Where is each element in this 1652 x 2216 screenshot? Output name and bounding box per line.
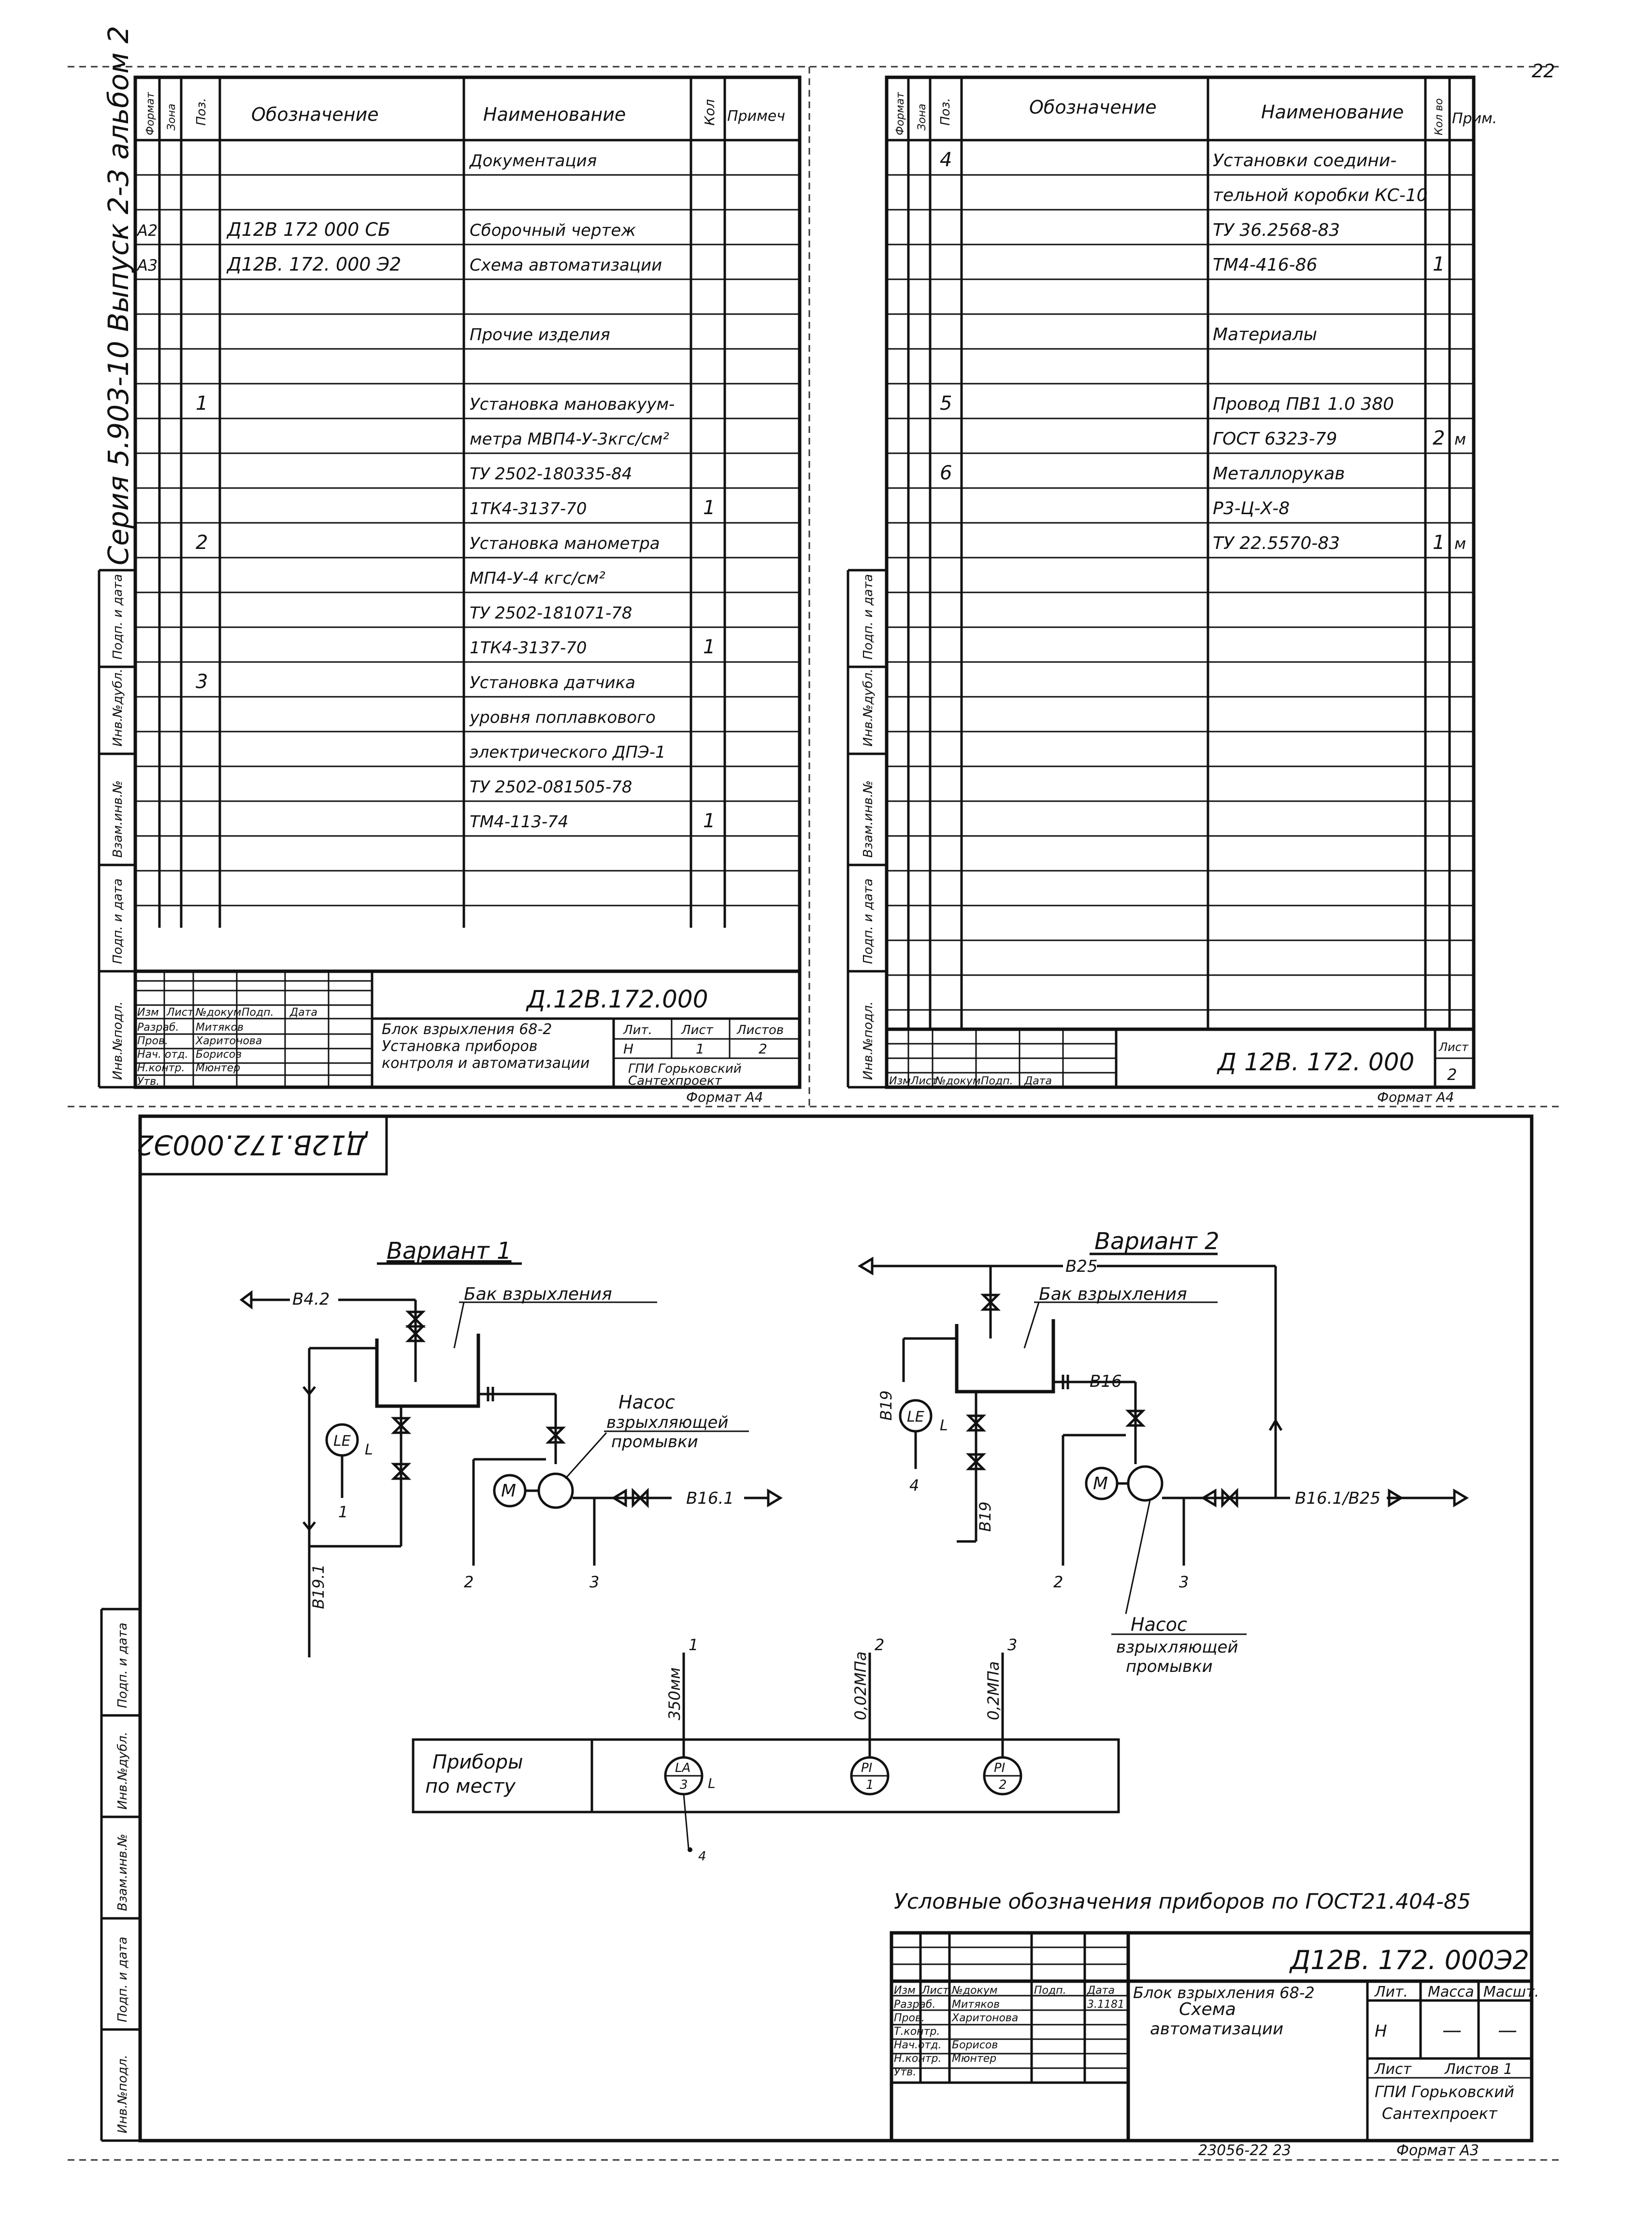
stamp-person-name: Харитонова	[952, 2012, 1019, 2024]
cell-designation: Д12В. 172. 000 Э2	[227, 254, 402, 275]
cell-pos: 5	[940, 392, 952, 415]
sidebar-label: Подп. и дата	[115, 1936, 130, 2022]
lit-label: Лит.	[623, 1023, 652, 1037]
sidebar-label: Взам.инв.№	[115, 1834, 130, 1911]
table-row	[1213, 253, 1445, 275]
instrument-position: 2	[875, 1636, 885, 1654]
cell-name: 1ТК4-3137-70	[470, 499, 587, 518]
cell-name: Провод ПВ1 1.0 380	[1213, 394, 1394, 414]
wire-dot	[688, 1847, 692, 1852]
table-row	[469, 151, 597, 171]
stamp-person-name: Митяков	[952, 1999, 1000, 2011]
org-line-2: Сантехпроект	[1382, 2104, 1497, 2123]
instrument-value: 350мм	[665, 1667, 684, 1720]
header-zone: Зона	[166, 103, 178, 130]
table-row	[196, 671, 635, 693]
cell-pos: 3	[196, 671, 208, 693]
cell-format: A3	[137, 256, 158, 274]
cell-note: м	[1454, 430, 1466, 448]
cell-name: тельной коробки КС-10	[1213, 186, 1428, 205]
stamp-person-role: Нач.отд.	[894, 2039, 942, 2051]
variant-1-diagram	[242, 1238, 780, 1657]
tank-body	[377, 1334, 478, 1406]
cell-name: Р3-Ц-Х-8	[1213, 499, 1290, 518]
variant-2-diagram	[860, 1228, 1466, 1676]
instrument-2	[851, 1636, 888, 1794]
sheet1-code: Д.12В.172.000	[527, 985, 708, 1013]
scale-label: Масшт.	[1483, 1984, 1539, 2000]
stamp-role-label: Дата	[290, 1007, 317, 1019]
instrument-tag: PI	[861, 1761, 873, 1775]
sidebar-label: Подп. и дата	[111, 574, 125, 660]
mass-value: —	[1442, 2019, 1462, 2042]
sheet2-stamp-roles	[887, 1029, 1116, 1087]
stamp-person-name: Борисов	[196, 1049, 242, 1061]
instrument-number: 3	[680, 1778, 688, 1792]
leader-line	[1024, 1302, 1039, 1348]
stamp-person-name: Борисов	[952, 2039, 998, 2051]
cell-name: ТМ4-416-86	[1213, 255, 1318, 275]
sheet2-sidebar-labels	[848, 570, 887, 1087]
automation-scheme-sheet	[101, 1116, 1539, 2159]
stamp-person-role: Утв.	[894, 2066, 917, 2078]
instrument-1	[665, 1636, 716, 1794]
instrument-tag: LA	[675, 1761, 691, 1775]
org-line-2: Сантехпроект	[628, 1074, 722, 1088]
sheets-value: 2	[759, 1041, 767, 1057]
cell-note: м	[1454, 534, 1466, 553]
main-title-3: автоматизации	[1150, 2019, 1284, 2039]
line-b19-1: В19.1	[309, 1564, 328, 1609]
stamp-person-role: Пров.	[894, 2012, 925, 2024]
main-title-1: Блок взрыхления 68-2	[1133, 1984, 1315, 2002]
cell-name: ТМ4-113-74	[470, 812, 569, 832]
sheet-label: Лист	[681, 1023, 713, 1037]
sidebar-label: Инв.№дубл.	[115, 1731, 130, 1810]
main-code: Д12В. 172. 000Э2	[1290, 1945, 1529, 1975]
header-pos: Поз.	[194, 98, 209, 126]
header-qty: Кол	[702, 99, 718, 126]
pump-label-1: Насос	[1131, 1614, 1187, 1635]
instrument-position: 3	[1007, 1636, 1018, 1654]
table-row	[470, 636, 715, 658]
sidebar-label: Подп. и дата	[861, 574, 876, 660]
table-row	[470, 430, 669, 449]
table-row	[940, 392, 1394, 415]
series-side-text: Серия 5.903-10 Выпуск 2-3 альбом 2	[102, 26, 135, 565]
sheet2-columns	[908, 77, 1450, 1029]
stamp-person-name: Митяков	[196, 1022, 244, 1034]
pump-label-3: промывки	[1126, 1657, 1213, 1676]
table-row	[136, 219, 636, 240]
line-b16-1-b25: В16.1/В25	[1295, 1489, 1381, 1508]
sheet2-sheet-label: Лист	[1439, 1040, 1468, 1054]
pump-label-2: взрыхляющей	[1116, 1638, 1238, 1657]
sheets-label: Листов 1	[1445, 2061, 1513, 2078]
stamp-person-role: Нач. отд.	[137, 1049, 188, 1061]
instrument-number: 2	[999, 1778, 1007, 1792]
header-pos: Поз.	[938, 98, 953, 126]
cell-pos: 2	[196, 532, 208, 554]
stamp-role-label: Лист	[167, 1007, 194, 1019]
line-b19-side: В19	[877, 1390, 895, 1421]
sidebar-label: Подп. и дата	[111, 878, 125, 964]
cell-name: Установки соедини-	[1213, 151, 1397, 171]
mass-label: Масса	[1428, 1984, 1474, 2000]
header-note: Примеч	[727, 108, 785, 125]
cell-name: Сборочный чертеж	[470, 221, 636, 240]
cell-format: A2	[137, 221, 158, 240]
stamp-date: 3.1181	[1087, 1999, 1124, 2011]
variant-1-title: Вариант 1	[387, 1238, 512, 1265]
line-b16: В16	[1090, 1372, 1122, 1391]
stamp-person-role: Утв.	[137, 1076, 160, 1088]
sidebar-label: Инв.№подл.	[115, 2055, 130, 2133]
stamp-person-name: Харитонова	[196, 1035, 262, 1047]
sheet3-sidebar-labels	[101, 1609, 140, 2141]
level-mark: L	[940, 1417, 948, 1434]
stamp-title-3: контроля и автоматизации	[382, 1055, 590, 1072]
stamp-role-label: Подп.	[1034, 1985, 1066, 1997]
cell-qty: 1	[703, 497, 716, 519]
stamp-role-label: №докум.	[935, 1075, 984, 1087]
table-row	[470, 810, 715, 832]
cell-qty: 1	[703, 636, 716, 658]
cell-name: метра МВП4-У-3кгс/см²	[470, 430, 669, 449]
stamp-person-role: Н.контр.	[894, 2053, 942, 2065]
instrument-position: 1	[689, 1636, 699, 1654]
sheet3-frame	[140, 1116, 1532, 2141]
table-row	[469, 708, 656, 727]
pump-circle	[1128, 1467, 1162, 1500]
sidebar-label: Взам.инв.№	[111, 780, 125, 858]
stamp-role-label: Изм	[894, 1985, 916, 1997]
stamp-role-label: Изм	[889, 1075, 911, 1087]
callout-3b: 3	[1179, 1573, 1189, 1591]
table-row	[1213, 427, 1466, 449]
sheet1-sidebar-labels	[99, 570, 135, 1087]
inlet-arrow	[242, 1293, 251, 1307]
stamp-role-label: №докум.	[196, 1007, 245, 1019]
instruments-label-1: Приборы	[432, 1751, 523, 1773]
cell-name: ТУ 22.5570-83	[1213, 533, 1340, 553]
org-line-1: ГПИ Горьковский	[628, 1062, 742, 1076]
table-row	[470, 325, 610, 345]
rotated-code: Д12В.172.000Э2	[136, 1129, 367, 1160]
cell-name: электрического ДПЭ-1	[470, 743, 666, 762]
stamp-person-role: Т.контр.	[894, 2026, 940, 2038]
cell-name: МП4-У-4 кгс/см²	[470, 569, 605, 588]
stamp-person-name: Мюнтер	[196, 1062, 241, 1074]
instrument-tag: PI	[994, 1761, 1006, 1775]
cell-qty: 1	[1433, 532, 1445, 554]
pump-label-1: Насос	[618, 1392, 675, 1413]
header-designation: Обозначение	[251, 104, 379, 125]
line-b25: В25	[1065, 1257, 1098, 1276]
table-row	[470, 777, 632, 797]
cell-name: 1ТК4-3137-70	[470, 638, 587, 658]
sheet-label: Лист	[1375, 2061, 1412, 2078]
table-row	[470, 497, 715, 519]
outlet-arrow	[768, 1491, 780, 1505]
leader-line	[565, 1433, 606, 1479]
stamp-role-label: Лист	[922, 1985, 949, 1997]
cell-qty: 1	[1433, 253, 1445, 275]
page-number: 22	[1532, 60, 1555, 82]
org-line-1: ГПИ Горьковский	[1375, 2083, 1514, 2101]
title-block-grid	[891, 1933, 1128, 2083]
variant-2-title: Вариант 2	[1094, 1228, 1220, 1255]
lit-label: Лит.	[1375, 1984, 1408, 2000]
pump-circle	[539, 1474, 573, 1508]
stamp-title-1: Блок взрыхления 68-2	[382, 1021, 552, 1038]
cell-name: ТУ 2502-180335-84	[470, 464, 632, 484]
cell-name: Установка манометра	[470, 534, 660, 553]
table-row	[470, 743, 666, 762]
table-row	[1213, 532, 1466, 554]
sheet1-columns	[159, 77, 725, 928]
sheet2-code: Д 12В. 172. 000	[1218, 1048, 1415, 1076]
sheet1-stamp-people	[135, 971, 372, 1088]
pump-label-2: взрыхляющей	[606, 1413, 729, 1432]
table-row	[196, 532, 660, 554]
stamp-person-role: Разраб.	[137, 1022, 179, 1034]
sidebar-label: Подп. и дата	[861, 878, 876, 964]
cell-name: Прочие изделия	[470, 325, 610, 345]
table-row	[1213, 499, 1290, 518]
cell-name: Металлорукав	[1213, 464, 1345, 484]
table-row	[136, 254, 662, 275]
stamp-role-label: Подп.	[242, 1007, 274, 1019]
bottom-number: 23056-22 23	[1198, 2142, 1292, 2159]
cell-name: уровня поплавкового	[470, 708, 656, 727]
sidebar-label: Инв.№дубл.	[861, 668, 876, 747]
motor-label: M	[501, 1481, 517, 1501]
wire-line	[684, 1794, 689, 1848]
line-b19-drain: В19	[976, 1501, 994, 1532]
sheets-label: Листов	[737, 1023, 784, 1037]
lit-value: Н	[1375, 2022, 1387, 2041]
motor-label: M	[1093, 1474, 1108, 1494]
header-designation: Обозначение	[1029, 97, 1157, 118]
table-row	[940, 149, 1396, 171]
sheet1-stamp	[135, 971, 800, 1088]
leader-line	[454, 1302, 464, 1348]
local-instruments-table	[413, 1636, 1119, 1864]
main-format: Формат А3	[1396, 2142, 1479, 2159]
table-row	[940, 462, 1345, 484]
spec-sheet-2	[848, 77, 1497, 1105]
header-name: Наименование	[1261, 101, 1404, 123]
table-row	[1213, 325, 1317, 345]
table-row	[1213, 186, 1428, 205]
cell-name: ГОСТ 6323-79	[1213, 429, 1337, 449]
callout-1: 1	[338, 1503, 348, 1521]
instrument-items	[665, 1636, 1021, 1852]
stamp-role-label: Подп.	[981, 1075, 1013, 1087]
cell-name: Материалы	[1213, 325, 1317, 345]
sidebar-label: Подп. и дата	[115, 1622, 130, 1708]
sheet2-format: Формат А4	[1377, 1089, 1454, 1105]
cell-name: Документация	[470, 151, 597, 171]
callout-3: 3	[589, 1573, 600, 1591]
outlet-arrow	[860, 1259, 872, 1273]
lit-value: Н	[623, 1041, 634, 1057]
stamp-role-label: №докум	[952, 1985, 998, 1997]
sheet1-rows	[135, 151, 800, 906]
cell-name: Установка датчика	[470, 673, 636, 692]
callout-2: 2	[464, 1573, 474, 1591]
main-title-block	[891, 1933, 1539, 2159]
cell-designation: Д12В 172 000 СБ	[227, 219, 391, 240]
sheet-value: 1	[696, 1041, 704, 1057]
sheet1-format: Формат А4	[686, 1089, 763, 1105]
stamp-person-role: Разраб.	[894, 1999, 936, 2011]
leader-line	[1126, 1500, 1150, 1614]
scale-value: —	[1498, 2019, 1517, 2042]
variant-1-tank-label: Бак взрыхления	[464, 1284, 612, 1304]
header-format: Формат	[894, 92, 906, 135]
callout-2b: 2	[1053, 1573, 1063, 1591]
line-b4-2: В4.2	[292, 1290, 330, 1309]
sheet2-sheet-value: 2	[1447, 1065, 1457, 1084]
instrument-number: 1	[866, 1778, 874, 1792]
cell-pos: 1	[196, 392, 208, 415]
instruments-label-2: по месту	[425, 1775, 516, 1798]
instrument-3	[984, 1636, 1021, 1794]
cell-pos: 4	[940, 149, 952, 171]
spec-sheet-1	[99, 26, 800, 1105]
cell-qty: 1	[703, 810, 716, 832]
variant-2-tank-label: Бак взрыхления	[1039, 1284, 1187, 1304]
level-element-tag: LE	[907, 1409, 924, 1425]
main-title-2: Схема	[1179, 2000, 1236, 2019]
tank-body	[957, 1319, 1053, 1392]
sheet2-frame	[887, 77, 1474, 1087]
sidebar-label: Инв.№подл.	[861, 1001, 876, 1080]
instrument-value: 0,02МПа	[851, 1651, 870, 1720]
stamp-person-role: Пров.	[137, 1035, 168, 1047]
instrument-wire: 4	[698, 1849, 706, 1864]
table-row	[470, 569, 605, 588]
header-note: Прим.	[1452, 110, 1497, 127]
stamp-person-name: Мюнтер	[952, 2053, 997, 2065]
header-zone: Зона	[916, 103, 928, 130]
cell-qty: 2	[1433, 427, 1445, 449]
level-mark: L	[365, 1441, 373, 1458]
stamp-role-label: Изм	[137, 1007, 159, 1019]
cell-pos: 6	[940, 462, 952, 484]
cell-name: Схема автоматизации	[470, 256, 662, 275]
level-element-tag: LE	[333, 1433, 351, 1450]
instrument-suffix: L	[708, 1775, 716, 1791]
cell-name: ТУ 2502-181071-78	[470, 604, 632, 623]
sidebar-label: Инв.№дубл.	[111, 668, 125, 747]
header-qty: Кол во	[1433, 98, 1445, 135]
stamp-role-label: Дата	[1024, 1075, 1052, 1087]
table-row	[470, 464, 632, 484]
sheet2-stamp	[887, 1029, 1474, 1087]
stamp-role-label: Дата	[1087, 1985, 1115, 1997]
cell-name: ТУ 2502-081505-78	[470, 777, 632, 797]
sidebar-label: Инв.№подл.	[111, 1001, 125, 1080]
sheet2-rows	[887, 149, 1474, 1010]
table-row	[1213, 220, 1340, 240]
table-row	[470, 604, 632, 623]
sheet2-header	[894, 92, 1497, 135]
header-format: Формат	[144, 92, 157, 135]
stamp-role-label: Лист	[911, 1075, 938, 1087]
stamp-person-role: Н.контр.	[137, 1062, 185, 1074]
outlet-arrow	[1454, 1491, 1466, 1505]
cell-name: Установка мановакуум-	[470, 395, 675, 414]
line-b16-1: В16.1	[686, 1489, 734, 1508]
cell-name: ТУ 36.2568-83	[1213, 220, 1340, 240]
pump-label-3: промывки	[611, 1432, 698, 1452]
stamp-title-2: Установка приборов	[382, 1038, 538, 1055]
instrument-value: 0,2МПа	[984, 1661, 1003, 1720]
legend-note: Условные обозначения приборов по ГОСТ21.404-85	[894, 1889, 1471, 1914]
callout-4: 4	[909, 1476, 919, 1495]
header-name: Наименование	[483, 104, 626, 125]
table-row	[196, 392, 675, 415]
sidebar-label: Взам.инв.№	[861, 780, 876, 858]
